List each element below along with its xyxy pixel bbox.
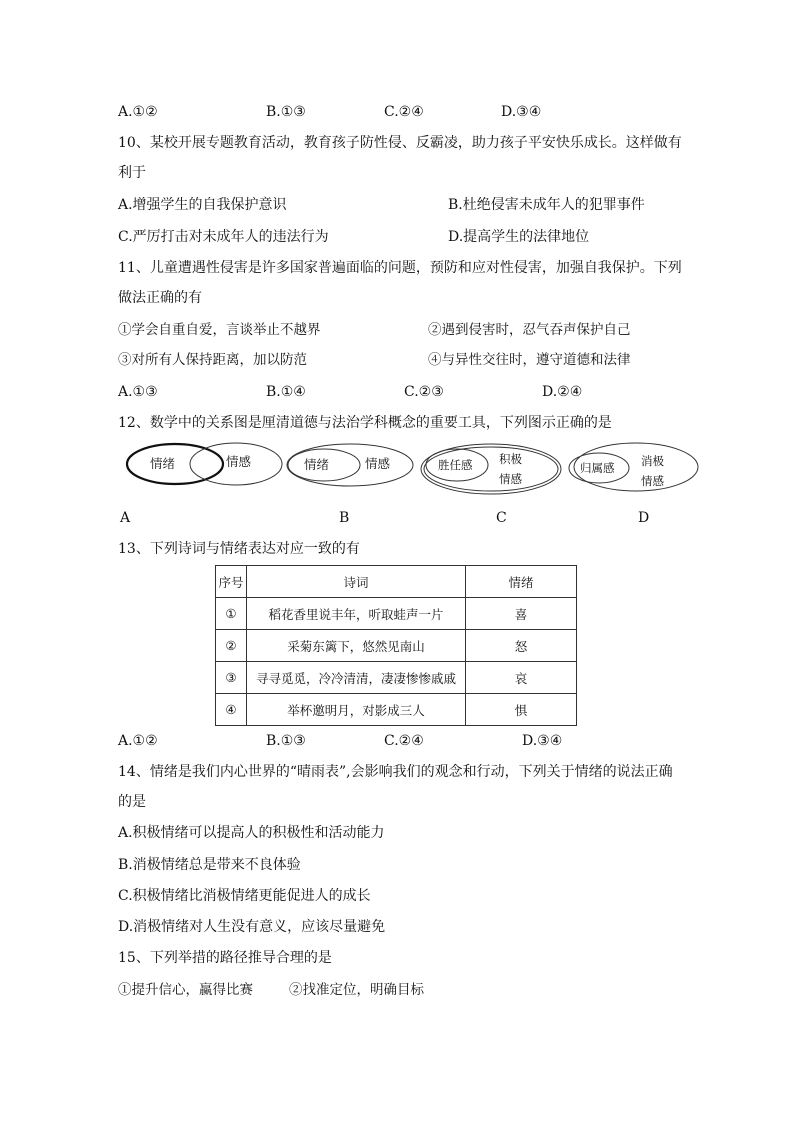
row-number: ① <box>216 598 247 630</box>
row-emotion: 惧 <box>466 694 577 726</box>
table-header-row <box>216 566 577 598</box>
diagram-b-left-label: 情绪 <box>304 457 330 472</box>
q11-option-c: C.②③ <box>404 384 444 400</box>
row-number: ④ <box>216 694 247 726</box>
diagram-a-left-label: 情绪 <box>150 456 176 471</box>
q10-option-a: A.增强学生的自我保护意识 <box>118 197 287 213</box>
q13-option-a: A.①② <box>118 733 158 749</box>
q10-option-c: C.严厉打击对未成年人的违法行为 <box>118 229 329 245</box>
diagram-d-outer-label-2: 情感 <box>641 474 664 488</box>
table-row <box>216 662 577 694</box>
q12-stem: 12、数学中的关系图是厘清道德与法治学科概念的重要工具，下列图示正确的是 <box>118 415 612 431</box>
q12-label-b: B <box>339 510 350 526</box>
q14-stem-line2: 的是 <box>118 794 146 810</box>
diagram-c-inner-label: 胜任感 <box>438 458 473 472</box>
poem-table <box>215 565 577 726</box>
row-emotion: 怒 <box>466 630 577 662</box>
q12-venn-diagrams <box>0 0 794 520</box>
q9-option-c: C.②④ <box>384 104 424 120</box>
q15-stem: 15、下列举措的路径推导合理的是 <box>118 950 332 966</box>
q12-label-d: D <box>638 510 650 526</box>
row-number: ③ <box>216 662 247 694</box>
q10-option-d: D.提高学生的法律地位 <box>448 229 590 245</box>
q10-stem-line1: 10、某校开展专题教育活动，教育孩子防性侵、反霸凌，助力孩子平安快乐成长。这样做有 <box>118 135 682 151</box>
q15-item-1: ①提升信心，赢得比赛 <box>118 982 253 998</box>
diagram-c-outer-label-1: 积极 <box>499 452 522 466</box>
q11-stem-line2: 做法正确的有 <box>118 290 202 306</box>
q14-stem-line1: 14、情绪是我们内心世界的“晴雨表”,会影响我们的观念和行动，下列关于情绪的说法正确 <box>118 764 673 780</box>
row-emotion: 哀 <box>466 662 577 694</box>
q9-option-a: A.①② <box>118 104 158 120</box>
q14-option-d: D.消极情绪对人生没有意义，应该尽量避免 <box>118 919 386 935</box>
header-poem: 诗词 <box>247 566 466 598</box>
table-row <box>216 694 577 726</box>
q12-label-a: A <box>120 510 131 526</box>
row-poem: 寻寻觅觅，冷冷清清，凄凄惨惨戚戚 <box>247 662 466 694</box>
diagram-c-outer-label-2: 情感 <box>499 472 522 486</box>
q13-option-d: D.③④ <box>522 733 563 749</box>
q12-label-c: C <box>496 510 507 526</box>
header-number: 序号 <box>216 566 247 598</box>
q11-option-b: B.①④ <box>266 384 306 400</box>
q14-option-c: C.积极情绪比消极情绪更能促进人的成长 <box>118 888 371 904</box>
q11-item-3: ③对所有人保持距离，加以防范 <box>118 352 307 368</box>
q11-option-a: A.①③ <box>118 384 158 400</box>
q10-stem-line2: 利于 <box>118 165 146 181</box>
q11-stem-line1: 11、儿童遭遇性侵害是许多国家普遍面临的问题，预防和应对性侵害，加强自我保护。下列 <box>118 260 682 276</box>
row-emotion: 喜 <box>466 598 577 630</box>
q11-item-4: ④与异性交往时，遵守道德和法律 <box>428 352 631 368</box>
table-row <box>216 630 577 662</box>
row-poem: 举杯邀明月，对影成三人 <box>247 694 466 726</box>
q11-option-d: D.②④ <box>542 384 583 400</box>
diagram-d-outer-label-1: 消极 <box>641 454 664 468</box>
q9-option-b: B.①③ <box>266 104 306 120</box>
diagram-d-inner-label: 归属感 <box>580 461 615 475</box>
q9-option-d: D.③④ <box>501 104 542 120</box>
table-row <box>216 598 577 630</box>
q13-option-c: C.②④ <box>384 733 424 749</box>
row-poem: 采菊东篱下，悠然见南山 <box>247 630 466 662</box>
diagram-a-right-label: 情感 <box>226 454 252 469</box>
q13-option-b: B.①③ <box>266 733 306 749</box>
diagram-b-right-label: 情感 <box>365 456 391 471</box>
row-number: ② <box>216 630 247 662</box>
q10-option-b: B.杜绝侵害未成年人的犯罪事件 <box>448 197 645 213</box>
q15-item-2: ②找准定位，明确目标 <box>289 982 424 998</box>
q14-option-a: A.积极情绪可以提高人的积极性和活动能力 <box>118 825 385 841</box>
q14-option-b: B.消极情绪总是带来不良体验 <box>118 857 301 873</box>
q11-item-2: ②遇到侵害时，忍气吞声保护自己 <box>428 322 631 338</box>
q13-stem: 13、下列诗词与情绪表达对应一致的有 <box>118 541 360 557</box>
q11-item-1: ①学会自重自爱，言谈举止不越界 <box>118 322 321 338</box>
header-emotion: 情绪 <box>466 566 577 598</box>
row-poem: 稻花香里说丰年，听取蛙声一片 <box>247 598 466 630</box>
